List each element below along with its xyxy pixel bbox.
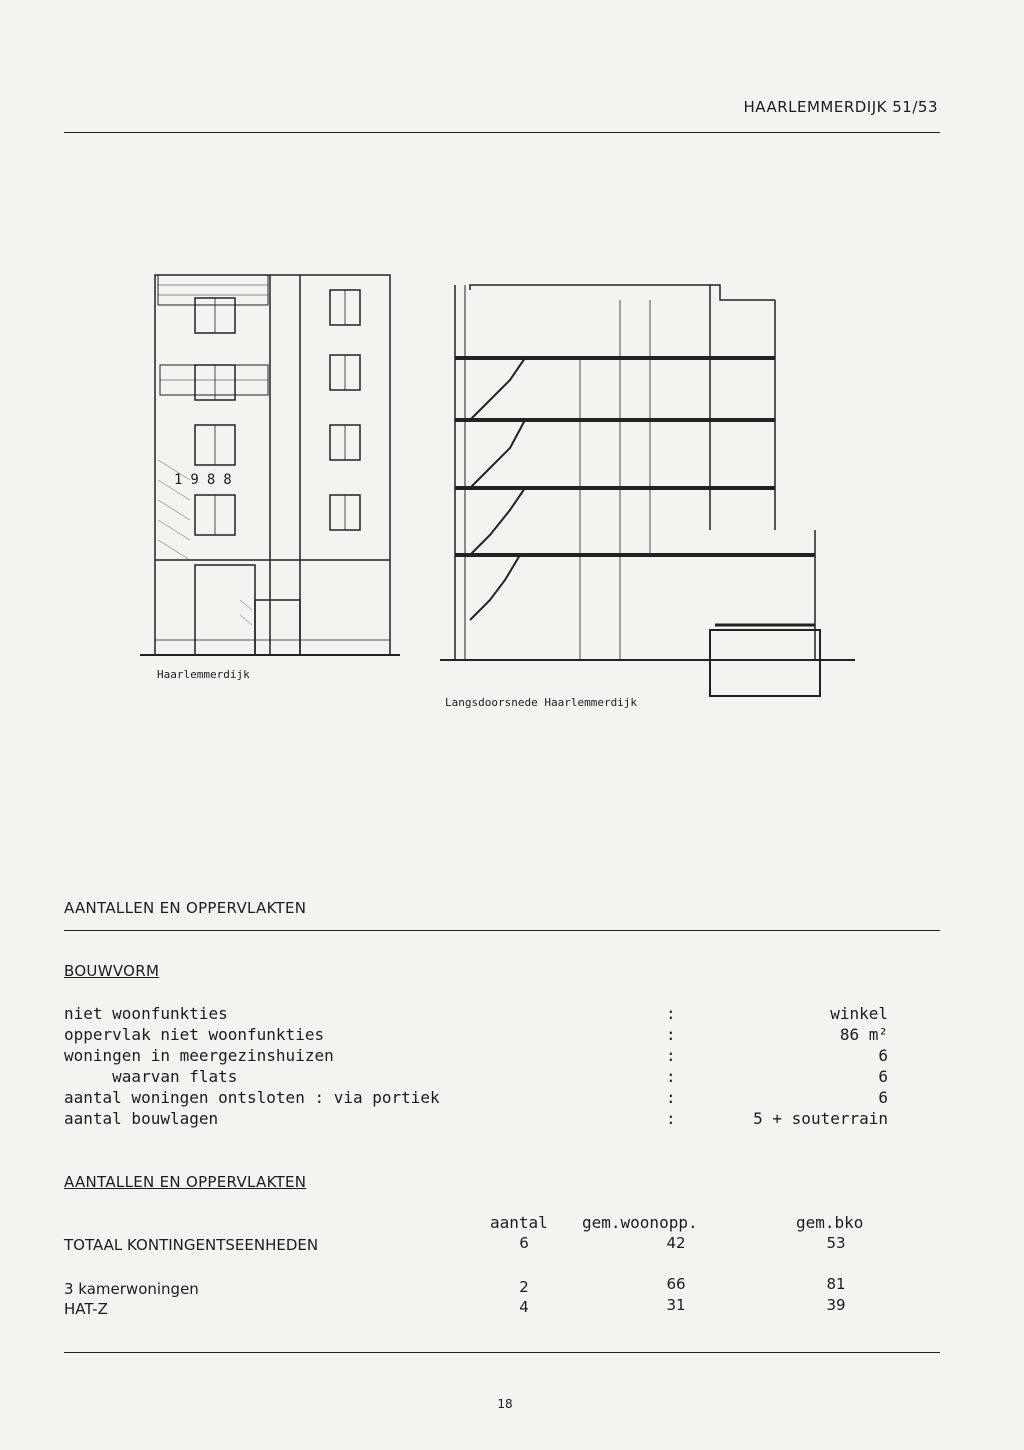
- row-value: 6: [878, 1046, 888, 1065]
- row-label: aantal bouwlagen: [64, 1109, 219, 1128]
- longitudinal-section: [440, 285, 855, 696]
- page-number: 18: [497, 1397, 513, 1411]
- bouwvorm-row: [64, 1004, 894, 1025]
- table-row-aantal: 2: [519, 1278, 529, 1296]
- row-label: woningen in meergezinshuizen: [64, 1046, 334, 1065]
- facade-caption: Haarlemmerdijk: [157, 668, 250, 681]
- bouwvorm-row: [64, 1067, 894, 1088]
- table-row-bko: 39: [826, 1296, 846, 1314]
- row-label: niet woonfunkties: [64, 1004, 228, 1023]
- total-label: TOTAAL KONTINGENTSEENHEDEN: [64, 1236, 319, 1254]
- row-colon: :: [666, 1109, 676, 1128]
- table-row-label: HAT-Z: [64, 1300, 108, 1318]
- row-value: 6: [878, 1067, 888, 1086]
- total-bko: 53: [826, 1234, 846, 1252]
- row-label: oppervlak niet woonfunkties: [64, 1025, 325, 1044]
- table-row-woonopp: 31: [666, 1296, 686, 1314]
- total-woonopp: 42: [666, 1234, 686, 1252]
- column-header-bko: gem.bko: [796, 1213, 864, 1232]
- row-colon: :: [666, 1004, 676, 1023]
- footer-rule: [64, 1352, 940, 1353]
- row-value: winkel: [830, 1004, 888, 1023]
- row-value: 86 m²: [839, 1025, 888, 1044]
- bouwvorm-row: [64, 1088, 894, 1109]
- bouwvorm-row: [64, 1025, 894, 1046]
- facade-elevation: [140, 275, 400, 655]
- column-header-aantal: aantal: [490, 1213, 548, 1232]
- table-row-bko: 81: [826, 1275, 846, 1293]
- row-value: 6: [878, 1088, 888, 1107]
- row-value: 5 + souterrain: [753, 1109, 888, 1128]
- row-colon: :: [666, 1025, 676, 1044]
- table-row-woonopp: 66: [666, 1275, 686, 1293]
- table-section-heading: AANTALLEN EN OPPERVLAKTEN: [64, 1173, 307, 1191]
- bouwvorm-subheading: BOUWVORM: [64, 962, 160, 980]
- facade-year-marking: 1988: [174, 472, 240, 488]
- row-colon: :: [666, 1067, 676, 1086]
- row-colon: :: [666, 1088, 676, 1107]
- table-row-aantal: 4: [519, 1298, 529, 1316]
- column-header-woonopp: gem.woonopp.: [582, 1213, 698, 1232]
- table-row-label: 3 kamerwoningen: [64, 1280, 199, 1298]
- page-header-title: HAARLEMMERDIJK 51/53: [743, 98, 938, 116]
- row-label: aantal woningen ontsloten : via portiek: [64, 1088, 440, 1107]
- row-label: waarvan flats: [64, 1067, 238, 1086]
- bouwvorm-section-heading: AANTALLEN EN OPPERVLAKTEN: [64, 899, 307, 917]
- total-aantal: 6: [519, 1234, 529, 1252]
- row-colon: :: [666, 1046, 676, 1065]
- bouwvorm-row: [64, 1109, 894, 1130]
- bouwvorm-row: [64, 1046, 894, 1067]
- section-rule: [64, 930, 940, 931]
- section-caption: Langsdoorsnede Haarlemmerdijk: [445, 696, 638, 709]
